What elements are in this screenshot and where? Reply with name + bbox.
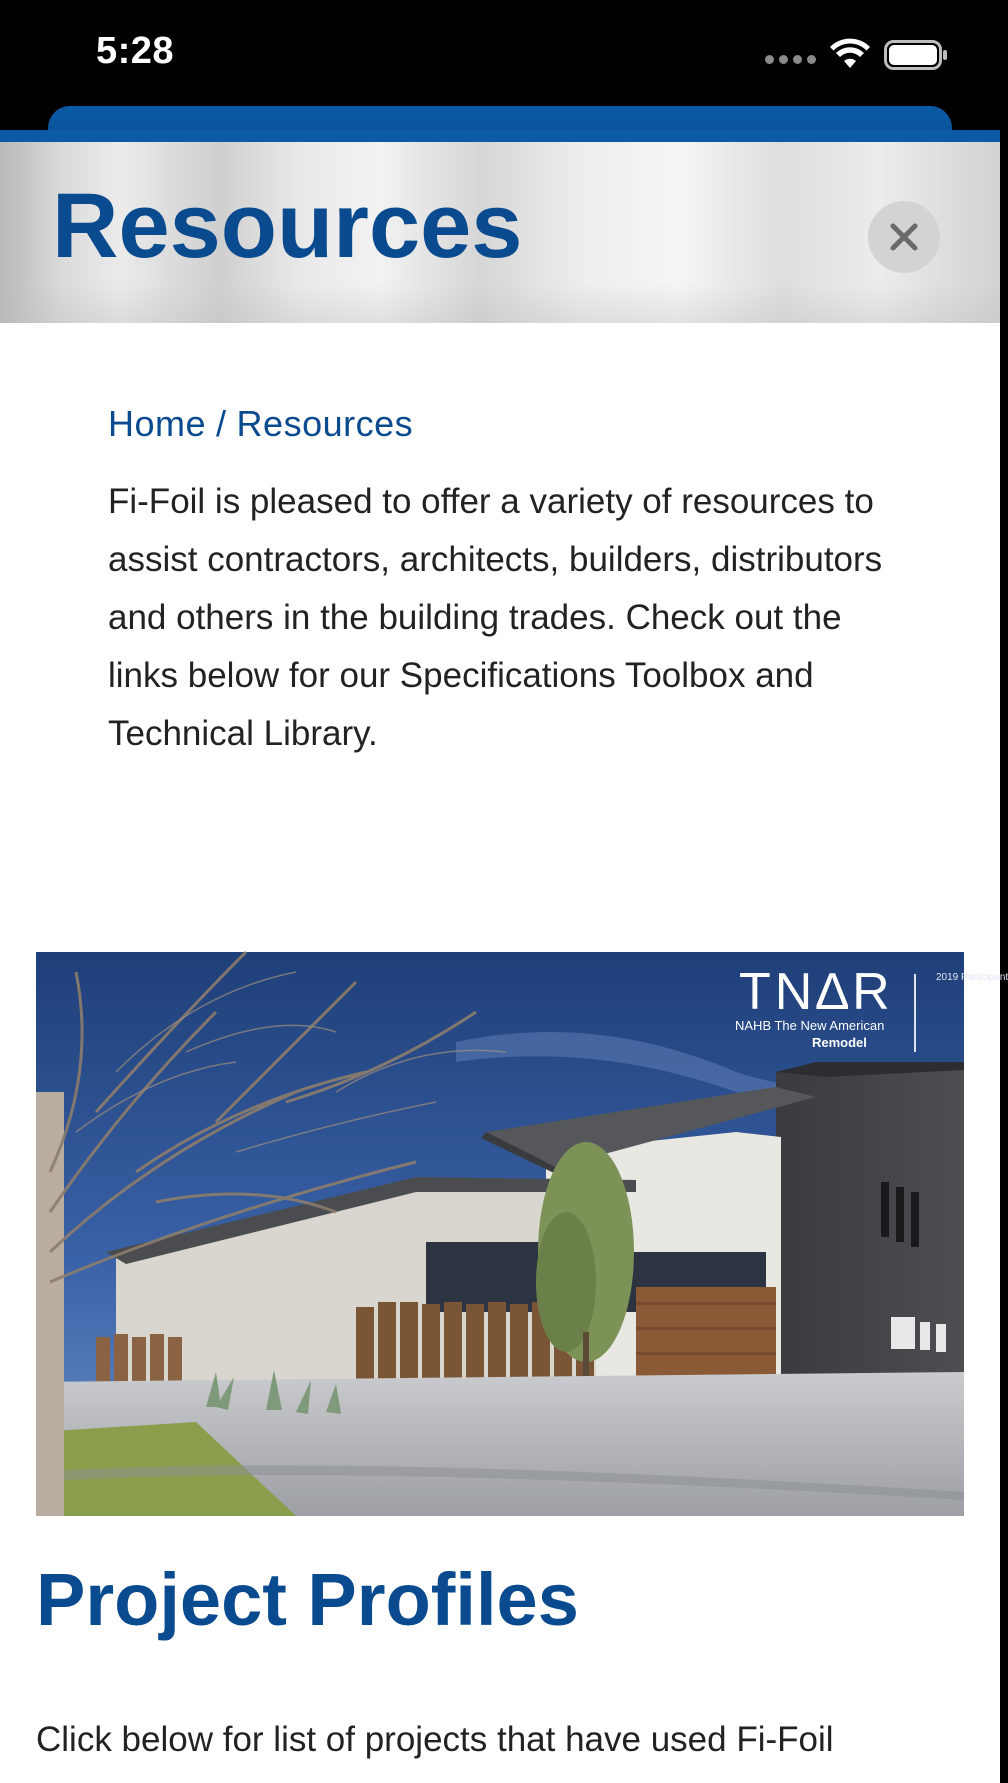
breadcrumb-home-link[interactable]: Home [108, 403, 207, 444]
modal-header [0, 142, 1000, 323]
tnar-logo [702, 962, 1008, 1052]
status-icons [765, 38, 948, 72]
section-body: Click below for list of projects that have used Fi-Foil [36, 1720, 834, 1759]
modal-content [0, 323, 1008, 1783]
breadcrumb [108, 403, 413, 445]
wifi-icon [830, 40, 870, 70]
tnar-logo-line2: Remodel [812, 1035, 867, 1050]
breadcrumb-separator: / [216, 403, 227, 444]
status-time: 5:28 [96, 30, 175, 72]
breadcrumb-current: Resources [236, 403, 414, 444]
section-title: Project Profiles [36, 1558, 579, 1641]
status-bar [0, 0, 1000, 110]
tnar-logo-line1: NAHB The New American [735, 1018, 885, 1033]
close-button[interactable] [868, 201, 940, 273]
close-icon [887, 220, 921, 254]
tnar-participant-badge: 2019 Participant [936, 972, 1008, 983]
page-title: Resources [52, 175, 523, 277]
tnar-logo-mark: TN∆R [739, 963, 894, 1021]
battery-icon [884, 40, 948, 70]
intro-paragraph: Fi-Foil is pleased to offer a variety of resources to assist contractors, architects, builders, distributors and others in the building trades. Check out the links below for our Specifications Toolbox and Technical Library. [108, 482, 883, 753]
resources-modal [0, 130, 1008, 1778]
cellular-signal-icon [765, 55, 816, 64]
hero-image [36, 952, 1008, 1516]
tnar-logo-divider [914, 974, 916, 1052]
